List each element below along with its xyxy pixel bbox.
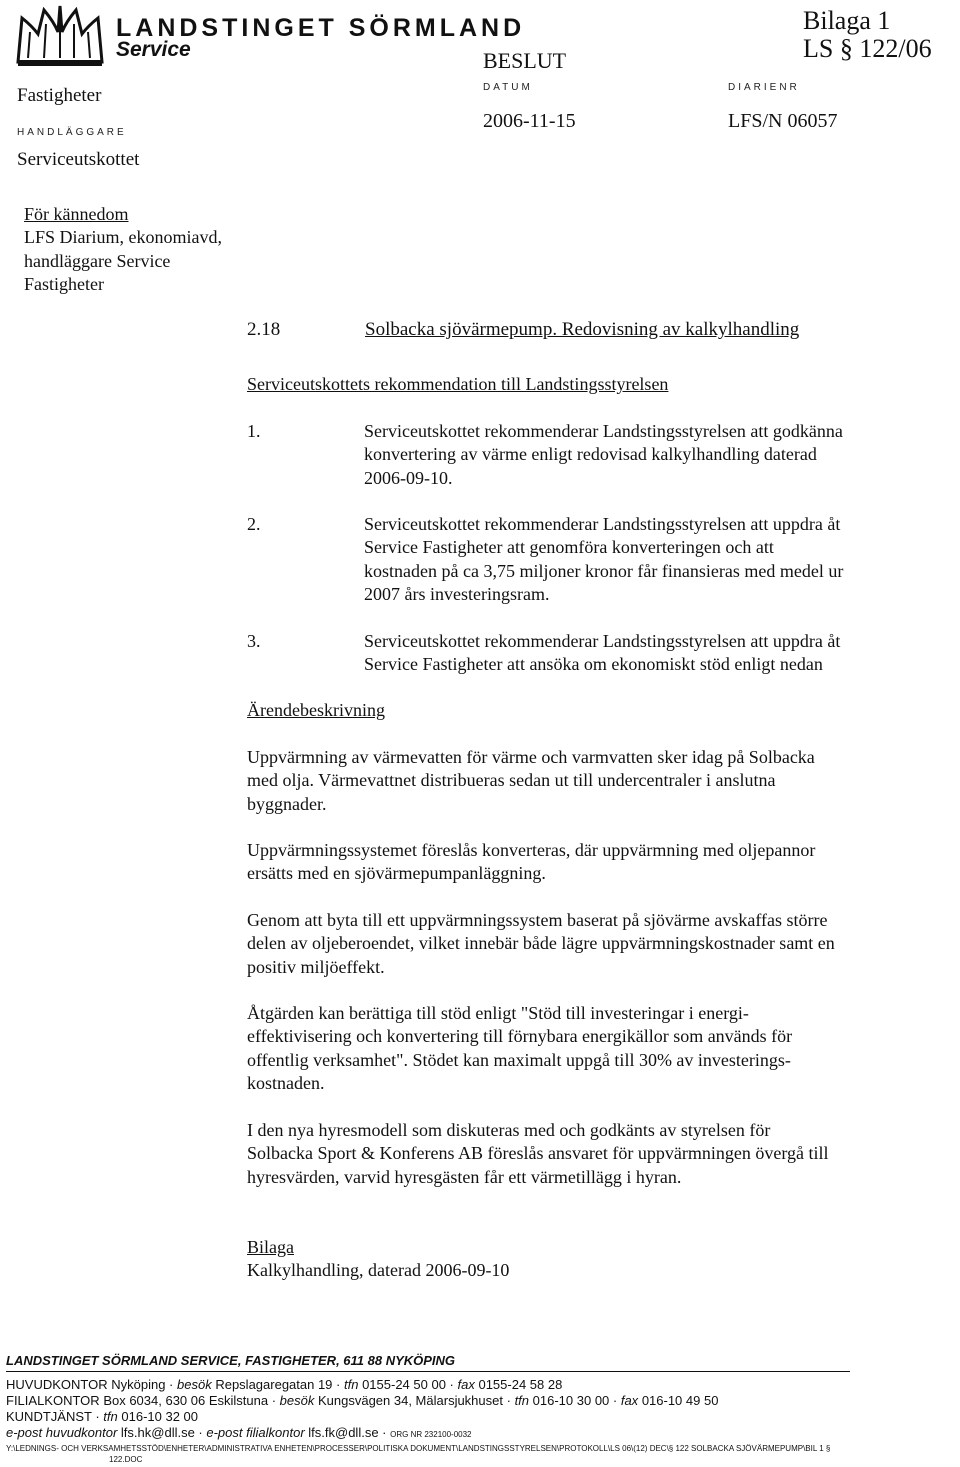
visit-label: besök — [177, 1377, 212, 1392]
attachment-text: Kalkylhandling, daterad 2006-09-10 — [247, 1260, 510, 1281]
paragraph-line: Solbacka Sport & Konferens AB föreslås ansvaret för uppvärmningen övergå till — [247, 1143, 829, 1164]
footer-branch-line: FILIALKONTOR Box 6034, 630 06 Eskilstuna · besök Kungsvägen 34, Mälarsjukhuset · tfn 016-10 30 00 · fax 016-10 49 50 — [6, 1393, 719, 1408]
recommendation-line: 2006-09-10. — [364, 467, 453, 488]
recommendation-heading: Serviceutskottets rekommendation till Landstingsstyrelsen — [247, 374, 669, 394]
paragraph-line: med olja. Värmevattnet distribueras sedan ut till undercentraler i anslutna — [247, 770, 776, 791]
fax-label: fax — [620, 1393, 639, 1408]
paragraph-line: byggnader. — [247, 793, 327, 814]
paragraph — [247, 1119, 829, 1189]
logo — [14, 4, 106, 70]
paragraph-line: I den nya hyresmodell som diskuteras med och godkänts av styrelsen för — [247, 1120, 771, 1140]
recommendation-line: kostnaden på ca 3,75 miljoner kronor får finansieras med medel ur — [364, 560, 844, 581]
visit-label: besök — [279, 1393, 315, 1408]
email-hq-label: e-post huvudkontor — [6, 1425, 118, 1440]
recommendation-item — [247, 513, 843, 606]
paragraph-line: delen av oljeberoendet, vilket innebär både lägre uppvärmningskostnader samt en — [247, 933, 835, 954]
footer-title: LANDSTINGET SÖRMLAND SERVICE, FASTIGHETER, 611 88 NYKÖPING — [6, 1353, 456, 1368]
recommendation-number: 3. — [247, 631, 261, 651]
item-title-row — [247, 318, 799, 341]
recommendation-line: Service Fastigheter att ansöka om ekonomiskt stöd enligt nedan — [364, 654, 823, 675]
attachment-heading: Bilaga — [247, 1237, 294, 1257]
hq-label: HUVUDKONTOR — [6, 1377, 108, 1392]
date-value: 2006-11-15 — [483, 110, 576, 132]
branch-tfn: 016-10 30 00 — [532, 1393, 610, 1408]
distribution-block — [24, 203, 222, 296]
attachment-block — [247, 1236, 509, 1283]
recommendation-line: 2007 års investeringsram. — [364, 583, 550, 604]
email-branch[interactable]: lfs.fk@dll.se — [308, 1425, 379, 1440]
distribution-heading: För kännedom — [24, 204, 129, 224]
department: Fastigheter — [17, 85, 102, 106]
recommendation-line: Serviceutskottet rekommenderar Landstingsstyrelsen att uppdra åt — [364, 631, 841, 651]
paragraph — [247, 909, 835, 979]
distribution-line: LFS Diarium, ekonomiavd, — [24, 227, 222, 248]
paragraph-line: Uppvärmningssystemet föreslås konverteras, där uppvärmning med oljepannor — [247, 840, 816, 860]
tfn-label: tfn — [343, 1377, 359, 1392]
diarienr-label: DIARIENR — [728, 82, 800, 93]
paragraph — [247, 1002, 792, 1095]
branch-label: FILIALKONTOR — [6, 1393, 100, 1408]
date-label: DATUM — [483, 82, 533, 93]
distribution-line: Fastigheter — [24, 273, 104, 294]
recommendation-item — [247, 630, 840, 677]
branch-box: Box 6034, 630 06 Eskilstuna — [103, 1393, 269, 1408]
recommendation-line: konvertering av värme enligt redovisad kalkylhandling daterad — [364, 444, 817, 465]
tfn-label: tfn — [103, 1409, 118, 1424]
paragraph-line: ersätts med en sjövärmepumpanläggning. — [247, 863, 546, 884]
email-branch-label: e-post filialkontor — [206, 1425, 305, 1440]
paragraph-line: Uppvärmning av värmevatten för värme och varmvatten sker idag på Solbacka — [247, 747, 815, 767]
hq-tfn: 0155-24 50 00 — [362, 1377, 446, 1392]
file-path-line: 122.DOC — [109, 1455, 143, 1464]
tfn-label: tfn — [514, 1393, 530, 1408]
paragraph-line: kostnaden. — [247, 1072, 325, 1093]
file-path — [6, 1443, 956, 1465]
ls-reference: LS § 122/06 — [803, 34, 932, 63]
handlaggare-label: HANDLÄGGARE — [17, 127, 127, 138]
item-number: 2.18 — [247, 319, 281, 340]
bilaga-number: Bilaga 1 — [803, 6, 891, 35]
recommendation-line: Service Fastigheter att genomföra konverteringen och att — [364, 537, 774, 558]
paragraph-line: Genom att byta till ett uppvärmningssystem baserat på sjövärme avskaffas större — [247, 910, 828, 930]
recommendation-number: 1. — [247, 421, 261, 441]
hq-address: Repslagaregatan 19 — [215, 1377, 333, 1392]
footer-customer-line: KUNDTJÄNST · tfn 016-10 32 00 — [6, 1409, 198, 1424]
org-sub: Service — [116, 38, 191, 61]
recommendation-number: 2. — [247, 514, 261, 534]
branch-address: Kungsvägen 34, Mälarsjukhuset — [317, 1393, 503, 1408]
crown-logo-icon — [14, 4, 106, 70]
paragraph — [247, 746, 815, 816]
hq-fax: 0155-24 58 28 — [478, 1377, 563, 1392]
paragraph-line: Åtgärden kan berättiga till stöd enligt "Stöd till investeringar i energi- — [247, 1003, 749, 1023]
description-heading: Ärendebeskrivning — [247, 700, 385, 720]
org-name: LANDSTINGET SÖRMLAND — [116, 14, 526, 42]
paragraph-line: effektivisering och konvertering till förnybara energikällor som används för — [247, 1026, 793, 1047]
footer-divider — [6, 1371, 850, 1372]
paragraph-line: offentlig verksamhet". Stödet kan maximalt uppgå till 30% av investerings- — [247, 1049, 791, 1070]
paragraph — [247, 839, 815, 886]
paragraph-line: hyresvärden, varvid hyresgästen får ett värmetillägg i hyran. — [247, 1166, 682, 1187]
customer-label: KUNDTJÄNST — [6, 1409, 92, 1424]
recommendation-item — [247, 420, 843, 490]
handlaggare-value: Serviceutskottet — [17, 149, 140, 170]
distribution-line: handläggare Service — [24, 250, 171, 271]
email-hq[interactable]: lfs.hk@dll.se — [120, 1425, 195, 1440]
fax-label: fax — [457, 1377, 475, 1392]
recommendation-line: Serviceutskottet rekommenderar Landstingsstyrelsen att godkänna — [364, 421, 843, 441]
branch-fax: 016-10 49 50 — [641, 1393, 719, 1408]
recommendation-line: Serviceutskottet rekommenderar Landstingsstyrelsen att uppdra åt — [364, 514, 841, 534]
diarienr-value: LFS/N 06057 — [728, 110, 838, 132]
footer-hq-line: HUVUDKONTOR Nyköping · besök Repslagaregatan 19 · tfn 0155-24 50 00 · fax 0155-24 58 28 — [6, 1377, 563, 1392]
item-title: Solbacka sjövärmepump. Redovisning av kalkylhandling — [365, 319, 800, 340]
doc-type: BESLUT — [483, 48, 567, 73]
hq-city: Nyköping — [111, 1377, 166, 1392]
file-path-line: Y:\LEDNINGS- OCH VERKSAMHETSSTÖD\ENHETER\ADMINISTRATIVA ENHETEN\PROCESSER\POLITISKA DOKUMENT\LANDSTINGSSTYRELSEN\PROTOKOLL\LS 06\(12) DEC\§ 122 SOLBACKA SJÖVÄRMEPUMP\BIL 1 § — [6, 1444, 831, 1453]
customer-tfn: 016-10 32 00 — [121, 1409, 198, 1424]
org-number: ORG NR 232100-0032 — [390, 1430, 472, 1439]
paragraph-line: positiv miljöeffekt. — [247, 956, 385, 977]
footer-email-line: e-post huvudkontor lfs.hk@dll.se · e-post filialkontor lfs.fk@dll.se · ORG NR 232100-0032 — [6, 1425, 472, 1440]
